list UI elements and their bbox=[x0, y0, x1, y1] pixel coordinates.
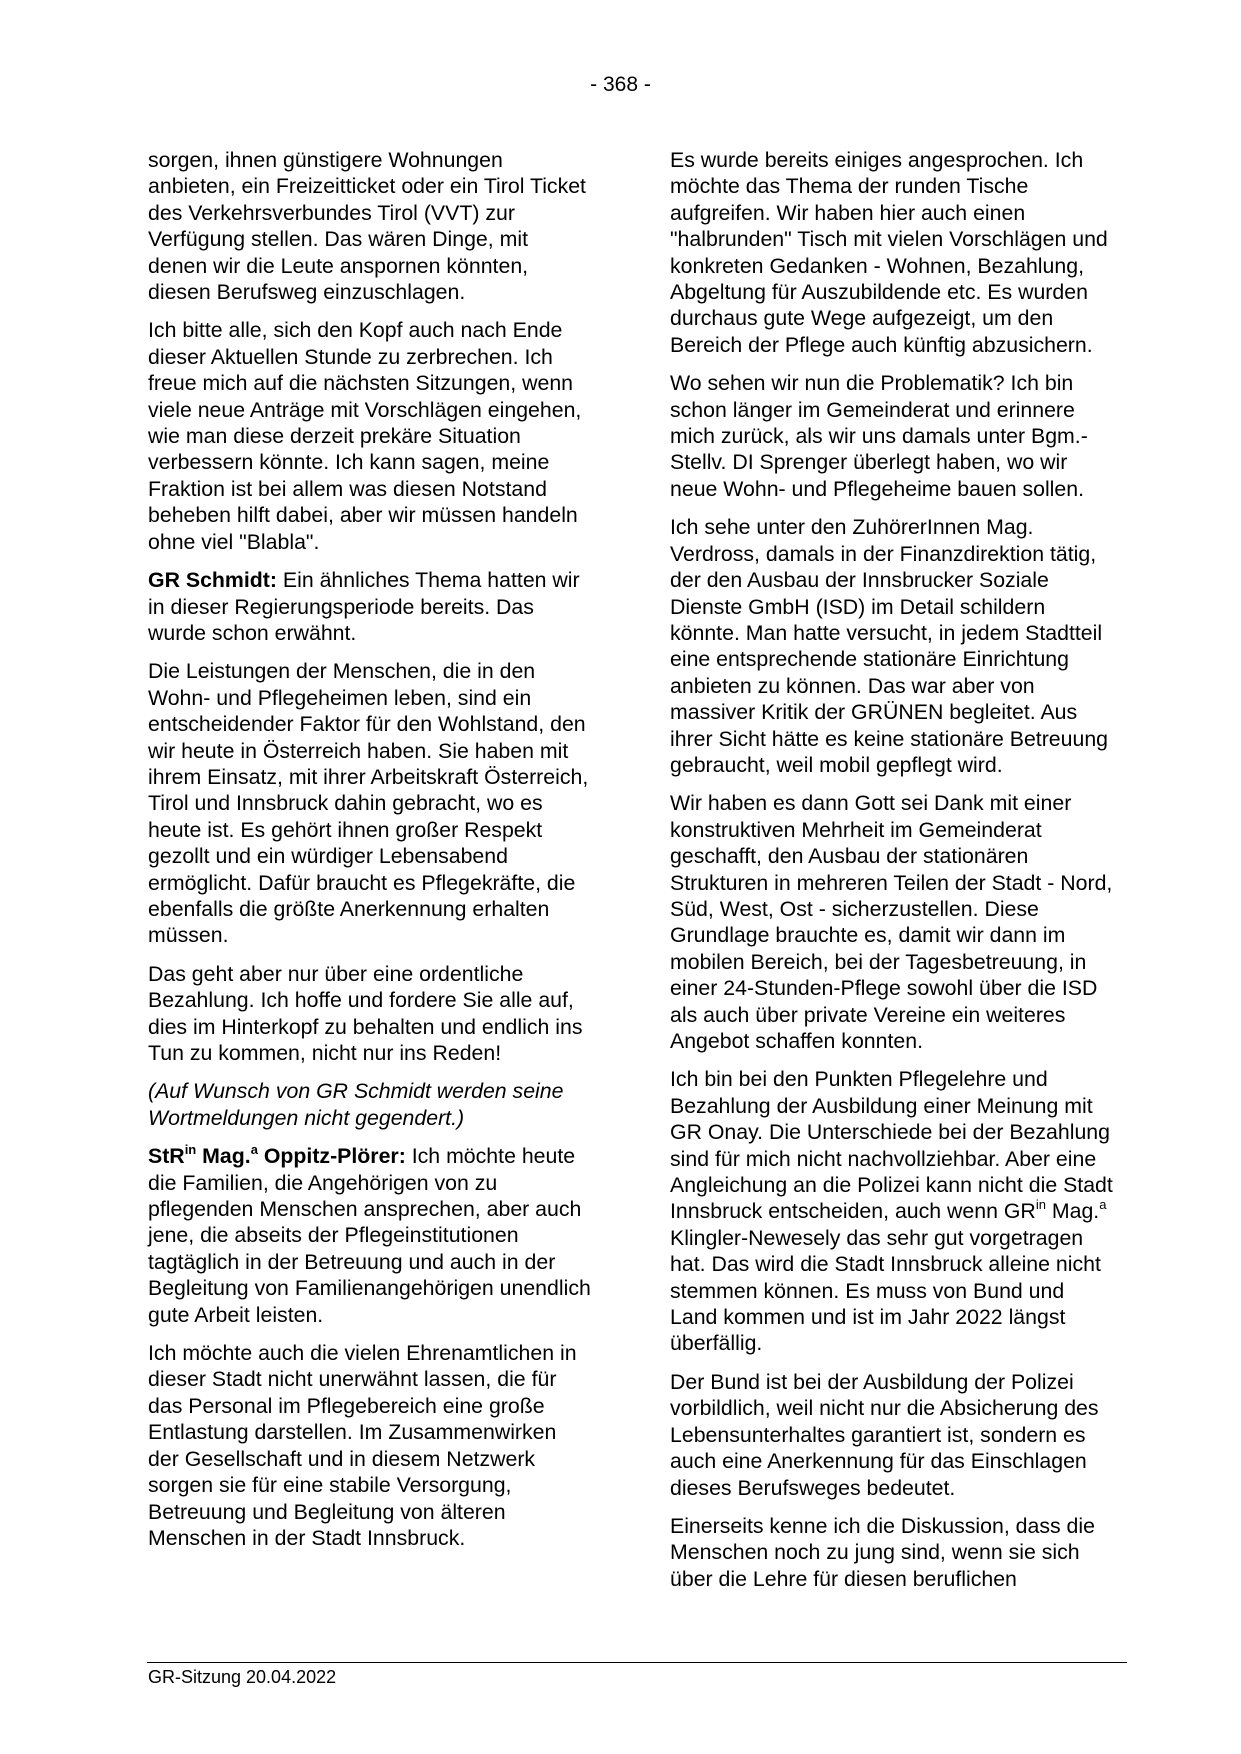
paragraph: Ich bin bei den Punkten Pflegelehre und Bezahlung der Ausbildung einer Meinung mit GR Onay. Die Unterschiede bei der Bezahlung sind für mich nicht nachvollziehbar. Aber eine Angleichung an die Polizei kann nicht die Stadt Innsbruck entscheiden, auch wenn $GR^{in}$ Mag.$^a$ Klingler-Newesely das sehr gut vorgetragen hat. Das wird die Stadt Innsbruck alleine nicht stemmen können. Es muss von Bund und Land kommen und ist im Jahr 2022 längst überfällig. bbox=[670, 1067, 1113, 1356]
speech-paragraph bbox=[148, 1143, 592, 1328]
speech-text: Ein ähnliches Thema hatten wir in dieser Regierungsperiode bereits. Das wurde schon erwähnt. bbox=[148, 568, 580, 645]
editorial-note: (Auf Wunsch von GR Schmidt werden seine Wortmeldungen nicht gegendert.) bbox=[148, 1079, 564, 1130]
paragraph: Die Leistungen der Menschen, die in den Wohn- und Pflegeheimen leben, sind ein entscheidender Faktor für den Wohlstand, den wir heute in Österreich haben. Sie haben mit ihrem Einsatz, mit ihrer Arbeitskraft Österreich, Tirol und Innsbruck dahin gebracht, wo es heute ist. Es gehört ihnen großer Respekt gezollt und ein würdiger Lebensabend ermöglicht. Dafür braucht es Pflegekräfte, die ebenfalls die größte Anerkennung erhalten müssen. bbox=[148, 659, 589, 948]
paragraph: Wir haben es dann Gott sei Dank mit einer konstruktiven Mehrheit im Gemeinderat geschafft, den Ausbau der stationären Strukturen in mehreren Teilen der Stadt - Nord, Süd, West, Ost - sicherzustellen. Diese Grundlage brauchte es, damit wir dann im mobilen Bereich, bei der Tagesbetreuung, in einer 24-Stunden-Pflege sowohl über die ISD als auch über private Vereine ein weiteres Angebot schaffen konnten. bbox=[670, 791, 1113, 1053]
paragraph: sorgen, ihnen günstigere Wohnungen anbieten, ein Freizeitticket oder ein Tirol Ticket des Verkehrsverbundes Tirol (VVT) zur Verfügung stellen. Das wären Dinge, mit denen wir die Leute anspornen könnten, diesen Berufsweg einzuschlagen. bbox=[148, 148, 586, 305]
paragraph: Ich bitte alle, sich den Kopf auch nach Ende dieser Aktuellen Stunde zu zerbrechen. Ich freue mich auf die nächsten Sitzungen, wenn viele neue Anträge mit Vorschlägen eingehen, wie man diese derzeit prekäre Situation verbessern könnte. Ich kann sagen, meine Fraktion ist bei allem was diesen Notstand beheben hilft dabei, aber wir müssen handeln ohne viel "Blabla". bbox=[148, 318, 582, 554]
paragraph: Ich möchte auch die vielen Ehrenamtlichen in dieser Stadt nicht unerwähnt lassen, die für das Personal im Pflegebereich eine große Entlastung darstellen. Im Zusammenwirken der Gesellschaft und in diesem Netzwerk sorgen sie für eine stabile Versorgung, Betreuung und Begleitung von älteren Menschen in der Stadt Innsbruck. bbox=[148, 1341, 577, 1550]
speech-paragraph bbox=[148, 567, 592, 646]
speaker-name: StR$^{in}$ Mag.$^a$ Oppitz-Plörer: bbox=[148, 1142, 406, 1169]
paragraph: Der Bund ist bei der Ausbildung der Polizei vorbildlich, weil nicht nur die Absicherung des Lebensunterhaltes garantiert ist, sondern es auch eine Anerkennung für das Einschlagen dieses Berufsweges bedeutet. bbox=[670, 1369, 1099, 1500]
left-column bbox=[148, 147, 592, 1551]
paragraph: Einerseits kenne ich die Diskussion, dass die Menschen noch zu jung sind, wenn sie sich über die Lehre für diesen beruflichen bbox=[670, 1513, 1095, 1591]
paragraph: Ich sehe unter den ZuhörerInnen Mag. Verdross, damals in der Finanzdirektion tätig, der den Ausbau der Innsbrucker Soziale Dienste GmbH (ISD) im Detail schildern könnte. Man hatte versucht, in jedem Stadtteil eine entsprechende stationäre Einrichtung anbieten zu können. Das war aber von massiver Kritik der GRÜNEN begleitet. Aus ihrer Sicht hätte es keine stationäre Betreuung gebraucht, weil mobil gepflegt wird. bbox=[670, 515, 1109, 777]
speaker-name: GR Schmidt: bbox=[148, 568, 277, 593]
paragraph: Es wurde bereits einiges angesprochen. Ich möchte das Thema der runden Tische aufgreifen. Wir haben hier auch einen "halbrunden" Tisch mit vielen Vorschlägen und konkreten Gedanken - Wohnen, Bezahlung, Abgeltung für Auszubildende etc. Es wurden durchaus gute Wege aufgezeigt, um den Bereich der Pflege auch künftig abzusichern. bbox=[670, 148, 1108, 357]
footer-session-date: GR-Sitzung 20.04.2022 bbox=[148, 1667, 337, 1687]
speech-text: Ich möchte heute die Familien, die Angehörigen von zu pflegenden Menschen ansprechen, aber auch jene, die abseits der Pflegeinstitutionen tagtäglich in der Betreuung und auch in der Begleitung von Familienangehörigen unendlich gute Arbeit leisten. bbox=[148, 1144, 591, 1327]
footer-divider bbox=[147, 1662, 1127, 1663]
paragraph: Wo sehen wir nun die Problematik? Ich bin schon länger im Gemeinderat und erinnere mich zurück, als wir uns damals unter Bgm.-Stellv. DI Sprenger überlegt haben, wo wir neue Wohn- und Pflegeheime bauen sollen. bbox=[670, 371, 1088, 501]
right-column bbox=[670, 147, 1114, 1592]
paragraph: Das geht aber nur über eine ordentliche Bezahlung. Ich hoffe und fordere Sie alle auf, dies im Hinterkopf zu behalten und endlich ins Tun zu kommen, nicht nur ins Reden! bbox=[148, 961, 583, 1065]
page-number: - 368 - bbox=[590, 73, 651, 96]
